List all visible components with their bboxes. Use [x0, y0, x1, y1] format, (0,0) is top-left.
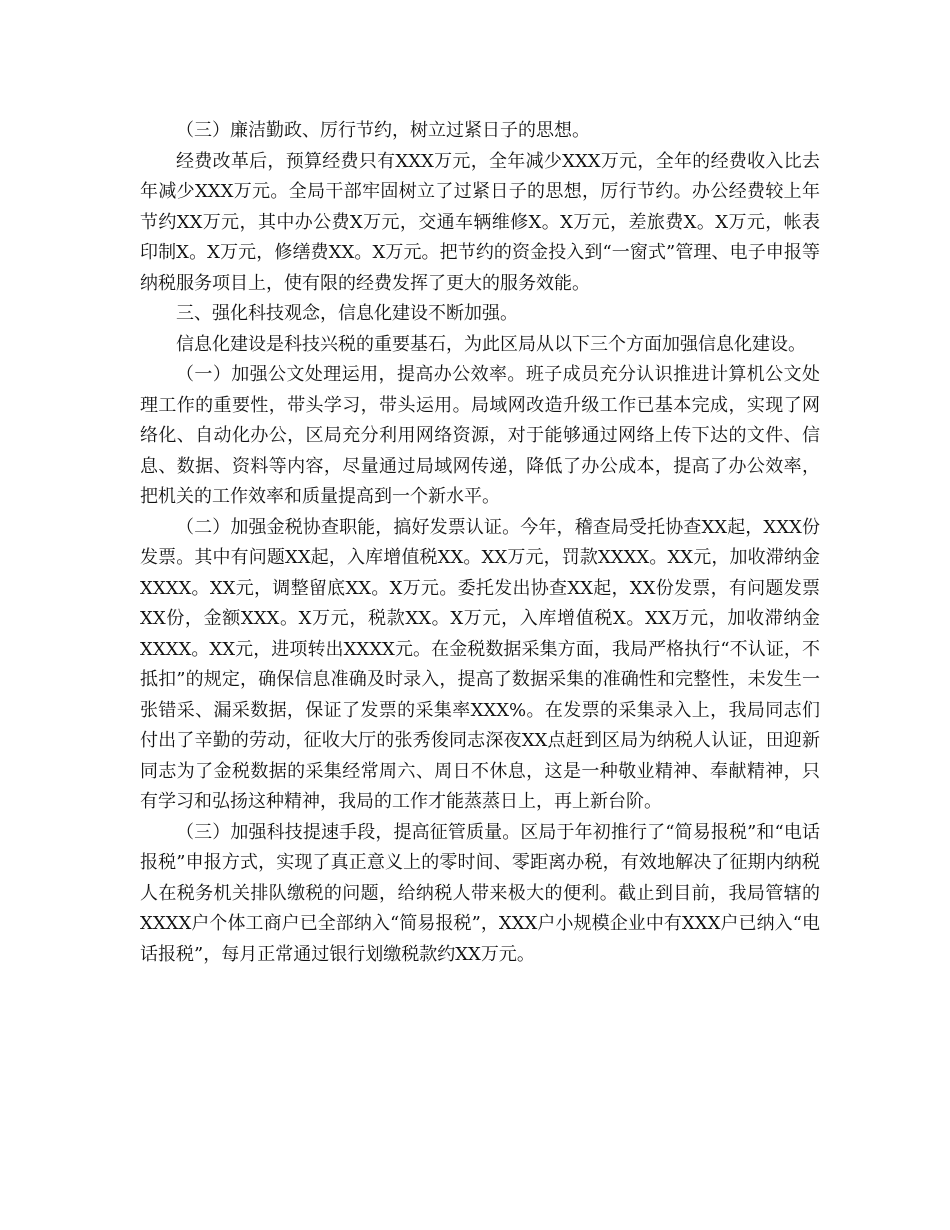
paragraph-document-processing: （一）加强公文处理运用，提高办公效率。班子成员充分认识推进计算机公文处理工作的重要性，带头学习，带头运用。局域网改造升级工作已基本完成，实现了网络化、自动化办公，区局充分利用网络资源，对于能够通过网络上传下达的文件、信息、数据、资料等内容，尽量通过局域网传递，降低了办公成本，提高了办公效率，把机关的工作效率和质量提高到一个新水平。 [140, 364, 820, 507]
document-body [140, 116, 820, 970]
paragraph-informatization-intro: 信息化建设是科技兴税的重要基石，为此区局从以下三个方面加强信息化建设。 [176, 333, 806, 355]
paragraph-tax-filing-methods: （三）加强科技提速手段，提高征管质量。区局于年初推行了“简易报税”和“电话报税”申报方式，实现了真正意义上的零时间、零距离办税，有效地解决了征期内纳税人在税务机关排队缴税的问题，给纳税人带来极大的便利。截止到目前，我局管辖的XXXX户个体工商户已全部纳入“简易报税”，XXX户小规模企业中有XXX户已纳入“电话报税”，每月正常通过银行划缴税款约XX万元。 [140, 821, 820, 965]
paragraph-budget-reform: 经费改革后，预算经费只有XXX万元，全年减少XXX万元，全年的经费收入比去年减少XXX万元。全局干部牢固树立了过紧日子的思想，厉行节约。办公经费较上年节约XX万元，其中办公费X万元，交通车辆维修X。X万元，差旅费X。X万元，帐表印制X。X万元，修缮费XX。X万元。把节约的资金投入到“一窗式”管理、电子申报等纳税服务项目上，使有限的经费发挥了更大的服务效能。 [140, 150, 820, 294]
paragraph-section-3-title: 三、强化科技观念，信息化建设不断加强。 [176, 303, 518, 324]
paragraph-heading-3-integrity: （三）廉洁勤政、厉行节约，树立过紧日子的思想。 [176, 120, 590, 141]
paragraph-golden-tax-invoice: （二）加强金税协查职能，搞好发票认证。今年，稽查局受托协查XX起，XXX份发票。其中有问题XX起，入库增值税XX。XX万元，罚款XXXX。XX元，加收滞纳金XXXX。XX元，调整留底XX。X万元。委托发出协查XX起，XX份发票，有问题发票XX份，金额XXX。X万元，税款XX。X万元，入库增值税X。XX万元，加收滞纳金XXXX。XX元，进项转出XXXX元。在金税数据采集方面，我局严格执行“不认证，不抵扣”的规定，确保信息准确及时录入，提高了数据采集的准确性和完整性，未发生一张错采、漏采数据，保证了发票的采集率XXX%。在发票的采集录入上，我局同志们付出了辛勤的劳动，征收大厅的张秀俊同志深夜XX点赶到区局为纳税人认证，田迎新同志为了金税数据的采集经常周六、周日不休息，这是一种敬业精神、奉献精神，只有学习和弘扬这种精神，我局的工作才能蒸蒸日上，再上新台阶。 [140, 516, 820, 812]
